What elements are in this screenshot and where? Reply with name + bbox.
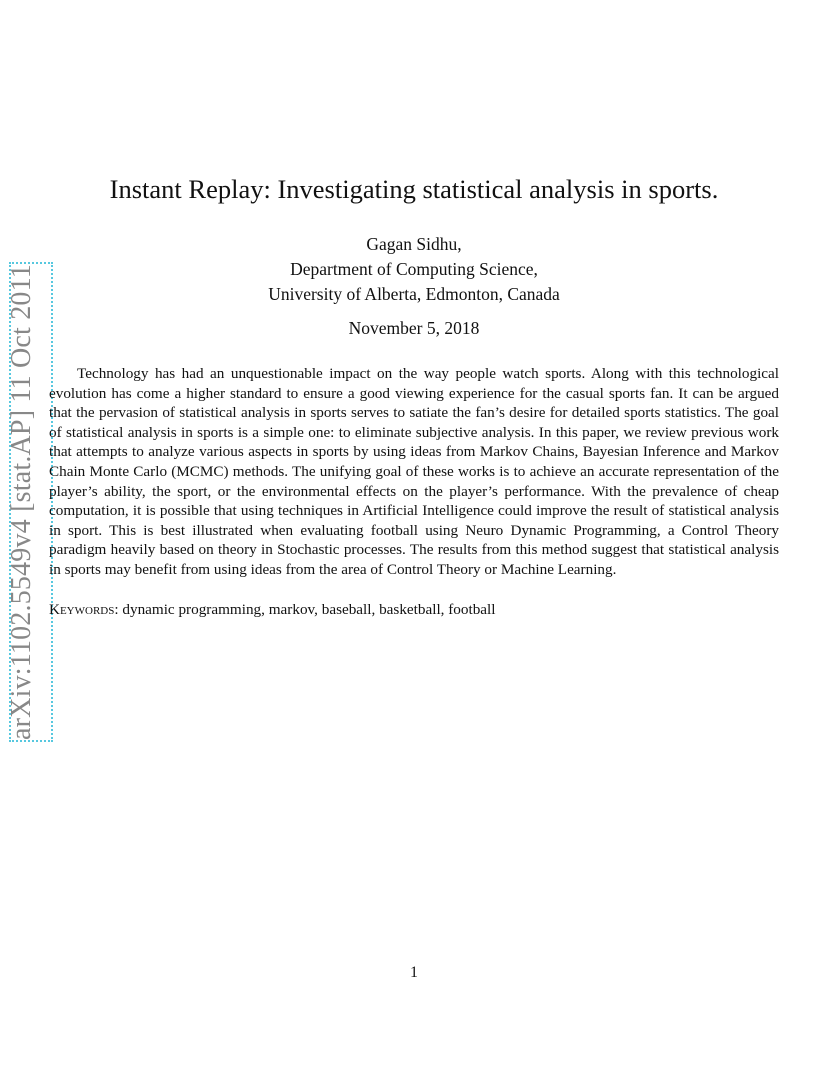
keywords-label: Keywords:	[49, 601, 119, 618]
paper-date: November 5, 2018	[348, 318, 480, 338]
paper-title: Instant Replay: Investigating statistical analysis in sports.	[109, 174, 719, 204]
author-block	[0, 232, 828, 307]
arxiv-identifier: arXiv:1102.5549v4 [stat.AP] 11 Oct 2011	[6, 264, 37, 740]
keywords-list: dynamic programming, markov, baseball, basketball, football	[122, 601, 496, 618]
page-number: 1	[410, 964, 418, 981]
abstract-text: Technology has had an unquestionable impact on the way people watch sports. Along with this technological evolution has come a higher standard to ensure a good viewing experience for the casual sports fan. It can be argued that the pervasion of statistical analysis in sports serves to satiate the fan’s desire for detailed sports statistics. The goal of statistical analysis in sports is a simple one: to eliminate subjective analysis. In this paper, we review previous work that attempts to analyze various aspects in sports by using ideas from Markov Chains, Bayesian Inference and Markov Chain Monte Carlo (MCMC) methods. The unifying goal of these works is to achieve an accurate representation of the player’s ability, the sport, or the environmental effects on the player’s performance. With the prevalence of cheap computation, it is possible that using techniques in Artificial Intelligence could improve the result of statistical analysis in sport. This is best illustrated when evaluating football using Neuro Dynamic Programming, a Control Theory paradigm heavily based on theory in Stochastic processes. The results from this method suggest that statistical analysis in sports may benefit from using ideas from the area of Control Theory or Machine Learning.	[49, 365, 779, 578]
author-affiliation: University of Alberta, Edmonton, Canada	[268, 284, 560, 304]
keywords	[49, 600, 779, 620]
author-name: Gagan Sidhu,	[366, 234, 462, 254]
author-department: Department of Computing Science,	[290, 259, 538, 279]
